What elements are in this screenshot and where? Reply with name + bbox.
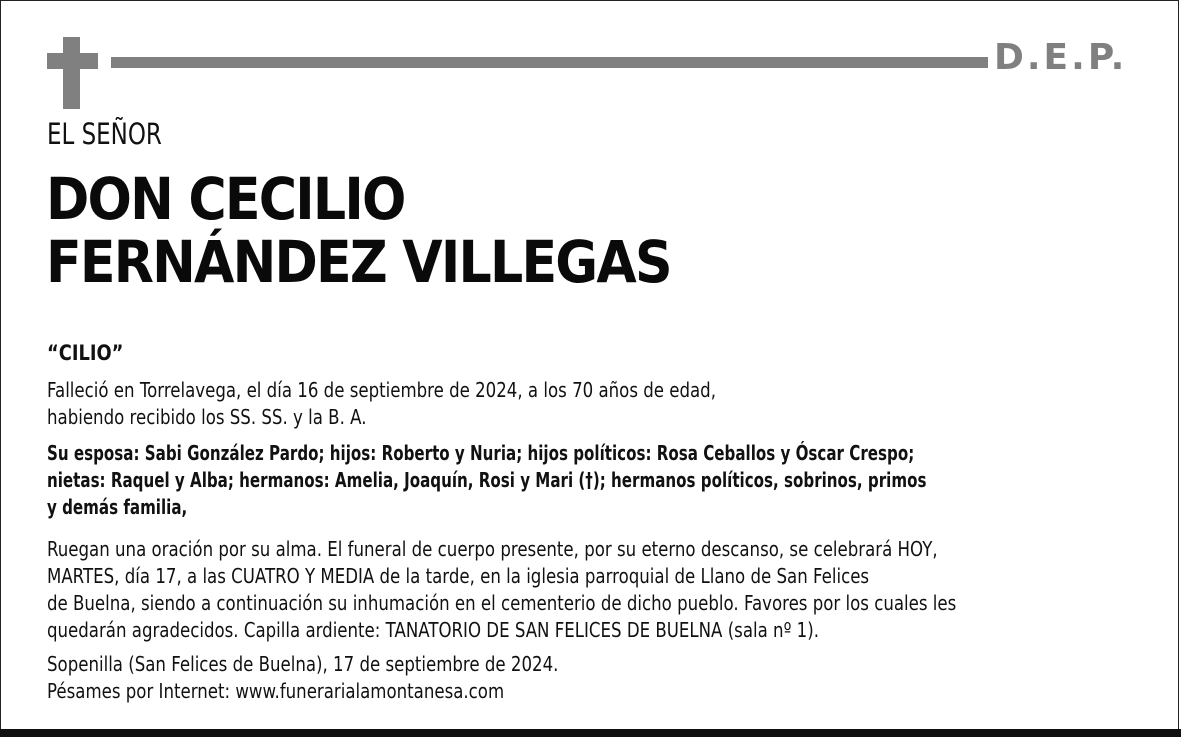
family-line: y demás familia, [47,495,188,519]
condolences-line: Pésames por Internet: www.funerarialamontanesa.com [47,679,505,703]
honorific-title: EL SEÑOR [47,117,162,151]
service-line: de Buelna, siendo a continuación su inhumación en el cementerio de dicho pueblo. Favores por los cuales les [47,591,957,615]
death-notice-line: habiendo recibido los SS. SS. y la B. A. [47,405,367,429]
place-date-line: Sopenilla (San Felices de Buelna), 17 de septiembre de 2024. [47,652,559,676]
bottom-rule [0,729,1181,737]
death-notice [47,377,716,431]
service-line: quedarán agradecidos. Capilla ardiente: TANATORIO DE SAN FELICES DE BUELNA (sala nº 1). [47,618,819,642]
family-list [47,440,926,521]
name-line-2: FERNÁNDEZ VILLEGAS [46,228,671,296]
header-rule [111,57,988,68]
funeral-service-text [47,536,956,644]
deceased-name [46,165,671,296]
service-line: Ruegan una oración por su alma. El funeral de cuerpo presente, por su eterno descanso, se celebrará HOY, [47,537,938,561]
dep-label: D.E.P. [994,37,1128,78]
cross-horizontal-bar [47,53,98,69]
cross-vertical-bar [63,37,80,109]
name-line-1: DON CECILIO [46,165,405,233]
family-line: nietas: Raquel y Alba; hermanos: Amelia, Joaquín, Rosi y Mari (†); hermanos políticos, sobrinos, primos [47,468,927,492]
nickname: “CILIO” [47,341,124,365]
death-notice-line: Falleció en Torrelavega, el día 16 de septiembre de 2024, a los 70 años de edad, [47,378,717,402]
footer-text [47,651,558,705]
family-line: Su esposa: Sabi González Pardo; hijos: Roberto y Nuria; hijos políticos: Rosa Ceballos y Óscar Crespo; [47,441,915,465]
cross-icon [47,37,98,109]
service-line: MARTES, día 17, a las CUATRO Y MEDIA de la tarde, en la iglesia parroquial de Llano de San Felices [47,564,870,588]
